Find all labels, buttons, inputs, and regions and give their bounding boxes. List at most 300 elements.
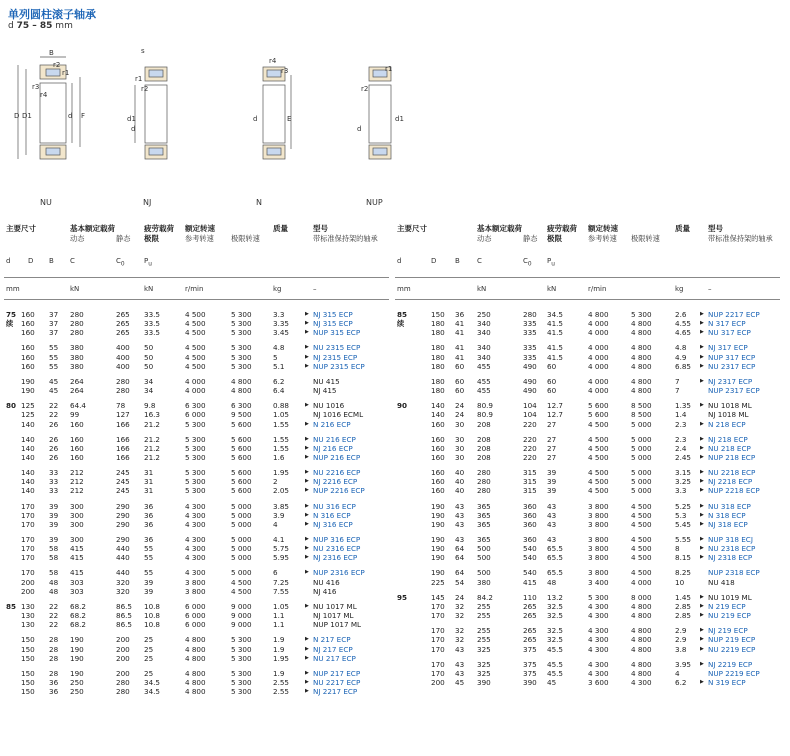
arrow-icon: ▶ <box>305 545 309 552</box>
cell-D: 190 <box>431 553 445 563</box>
cell-D: 200 <box>21 577 35 587</box>
cell-ref: 3 800 <box>588 519 609 529</box>
cell-B: 36 <box>49 677 59 687</box>
sym-Pu-sub: u <box>551 261 555 268</box>
table-row <box>4 487 389 496</box>
designation-link: NU 1019 ML <box>708 592 752 602</box>
cell-m: 3.3 <box>273 310 285 319</box>
designation-link[interactable]: NU 219 ECP <box>708 611 751 621</box>
cell-Pu: 36 <box>144 510 154 520</box>
designation-link[interactable]: N 216 ECP <box>313 419 351 429</box>
cell-D: 150 <box>21 677 35 687</box>
designation-link[interactable]: NU 218 ECP <box>708 443 751 453</box>
cell-ref: 4 800 <box>185 653 206 663</box>
header-static: 静态 <box>116 234 131 243</box>
cell-m: 1.05 <box>273 410 290 420</box>
cell-C: 303 <box>70 586 84 596</box>
cell-lim: 9 500 <box>231 410 252 420</box>
cell-B: 58 <box>49 568 59 578</box>
dim-label: D1 <box>22 112 32 120</box>
cell-m: 1.6 <box>273 452 285 462</box>
cell-m: 1.9 <box>273 644 285 654</box>
cell-m: 5.25 <box>675 501 692 511</box>
cell-C0: 265 <box>116 319 130 329</box>
designation-link[interactable]: NU 2217 ECP <box>313 677 361 687</box>
designation-link[interactable]: NJ 2218 ECP <box>708 477 753 487</box>
designation-link: NU 1018 ML <box>708 401 752 411</box>
cell-lim: 5 600 <box>231 434 252 444</box>
cell-Pu: 65.5 <box>547 553 564 563</box>
table-row <box>395 487 780 496</box>
cell-Pu: 21.2 <box>144 452 161 462</box>
cell-ref: 5 600 <box>588 410 609 420</box>
designation-link[interactable]: NUP 2315 ECP <box>313 361 365 371</box>
cell-m: 1.4 <box>675 410 687 420</box>
cell-ref: 4 300 <box>185 535 206 544</box>
cell-C0: 360 <box>523 535 537 544</box>
arrow-icon: ▶ <box>700 520 704 527</box>
table-row <box>4 421 389 430</box>
designation-link[interactable]: NUP 2216 ECP <box>313 486 365 496</box>
cell-B: 48 <box>49 577 59 587</box>
cell-m: 4 <box>675 668 680 678</box>
table-row <box>395 636 780 645</box>
designation-link[interactable]: NU 317 ECP <box>708 328 751 338</box>
designation-link[interactable]: NU 2318 ECP <box>708 544 756 554</box>
cell-D: 140 <box>21 477 35 487</box>
cell-Pu: 27 <box>547 419 557 429</box>
designation-link: NU 1016 <box>313 401 345 411</box>
cell-lim: 8 500 <box>631 401 652 411</box>
cell-C0: 360 <box>523 501 537 511</box>
cell-D: 170 <box>431 635 445 645</box>
cell-C: 280 <box>477 468 491 478</box>
cell-d: 90 <box>397 401 408 411</box>
cell-ref: 4 000 <box>588 328 609 338</box>
arrow-icon: ▶ <box>700 469 704 476</box>
cell-Pu: 32.5 <box>547 626 564 636</box>
cell-ref: 3 800 <box>588 501 609 511</box>
cell-C: 212 <box>70 477 84 487</box>
cell-ref: 4 500 <box>185 352 206 362</box>
cell-B: 33 <box>49 468 59 478</box>
cell-C: 325 <box>477 668 491 678</box>
cell-lim: 5 300 <box>231 635 252 645</box>
dim-label: B <box>49 49 54 57</box>
cell-Pu: 43 <box>547 510 557 520</box>
table-row <box>4 636 389 645</box>
arrow-icon: ▶ <box>305 320 309 327</box>
designation-link[interactable]: NJ 2317 ECP <box>708 376 753 386</box>
arrow-icon: ▶ <box>305 311 309 317</box>
cell-C0: 335 <box>523 319 537 329</box>
cell-m: 1.45 <box>675 592 692 602</box>
subtitle <box>8 21 73 31</box>
sym-Pu <box>144 258 152 268</box>
designation-link[interactable]: NJ 217 ECP <box>313 644 353 654</box>
cell-m: 6.2 <box>273 376 285 386</box>
cell-m: 2.45 <box>675 452 692 462</box>
designation-link[interactable]: NUP 2218 ECP <box>708 486 760 496</box>
cell-B: 45 <box>455 677 465 687</box>
cell-D: 140 <box>431 410 445 420</box>
dim-label: d <box>68 112 73 120</box>
designation-link[interactable]: NUP 315 ECP <box>313 328 361 338</box>
table-row <box>4 688 389 697</box>
cell-D: 170 <box>431 626 445 636</box>
dim-label: E <box>287 115 292 123</box>
cell-C: 340 <box>477 352 491 362</box>
arrow-icon: ▶ <box>700 311 704 317</box>
cell-B: 24 <box>455 592 465 602</box>
designation-link[interactable]: NU 2315 ECP <box>313 343 361 353</box>
cell-m: 1.9 <box>273 635 285 645</box>
cell-ref: 4 000 <box>185 376 206 386</box>
cell-C: 208 <box>477 443 491 453</box>
cell-B: 54 <box>455 577 465 587</box>
arrow-icon: ▶ <box>700 660 704 667</box>
cell-C: 340 <box>477 343 491 353</box>
cell-D: 180 <box>431 319 445 329</box>
cell-ref: 6 000 <box>185 410 206 420</box>
cell-C0: 490 <box>523 376 537 386</box>
cell-B: 36 <box>49 687 59 697</box>
cell-D: 200 <box>21 586 35 596</box>
designation-link[interactable]: NJ 2316 ECP <box>313 553 358 563</box>
cell-B: 37 <box>49 319 59 329</box>
cell-ref: 5 300 <box>185 486 206 496</box>
cell-lim: 4 800 <box>631 343 652 353</box>
cell-C0: 280 <box>116 376 130 386</box>
dim-label: d <box>253 115 258 123</box>
cell-C: 250 <box>70 687 84 697</box>
cell-C0: 335 <box>523 328 537 338</box>
cell-Pu: 55 <box>144 568 154 578</box>
designation-link[interactable]: NUP 218 ECP <box>708 452 756 462</box>
cell-m: 8 <box>675 544 680 554</box>
cell-C0: 280 <box>116 386 130 396</box>
designation-link[interactable]: NJ 318 ECP <box>708 519 748 529</box>
arrow-icon: ▶ <box>700 478 704 485</box>
cell-m: 3.8 <box>675 644 687 654</box>
cell-Pu: 12.7 <box>547 410 564 420</box>
arrow-icon: ▶ <box>305 469 309 476</box>
cell-lim: 4 800 <box>631 386 652 396</box>
cell-Pu: 50 <box>144 352 154 362</box>
header-limit-speed: 极限转速 <box>231 234 260 243</box>
cell-D: 160 <box>431 468 445 478</box>
cell-C0: 127 <box>116 410 130 420</box>
arrow-icon: ▶ <box>700 678 704 685</box>
designation-link[interactable]: NU 316 ECP <box>313 501 356 511</box>
designation-link[interactable]: NUP 2316 ECP <box>313 568 365 578</box>
cell-C0: 490 <box>523 386 537 396</box>
designation-link[interactable]: NJ 2216 ECP <box>313 477 358 487</box>
cell-C0: 315 <box>523 477 537 487</box>
designation-link[interactable]: N 217 ECP <box>313 635 351 645</box>
table-row <box>395 521 780 530</box>
header-mass: 质量 <box>273 224 288 233</box>
designation-link[interactable]: NUP 316 ECP <box>313 535 361 544</box>
cell-C: 300 <box>70 510 84 520</box>
cell-C0: 540 <box>523 553 537 563</box>
cell-lim: 5 000 <box>631 419 652 429</box>
cell-Pu: 60 <box>547 386 557 396</box>
sym-Pu-base: P <box>144 257 149 265</box>
subtitle-range: 75 – 85 <box>16 21 53 31</box>
arrow-icon: ▶ <box>700 344 704 351</box>
cell-B: 30 <box>455 452 465 462</box>
cell-ref: 4 500 <box>185 361 206 371</box>
cell-C: 455 <box>477 376 491 386</box>
cell-B: 43 <box>455 501 465 511</box>
designation-link[interactable]: N 318 ECP <box>708 510 746 520</box>
designation-link[interactable]: NJ 2217 ECP <box>313 687 358 697</box>
cell-lim: 9 000 <box>231 601 252 611</box>
cell-C0: 315 <box>523 486 537 496</box>
cell-m: 3.35 <box>273 319 290 329</box>
cell-m: 4.8 <box>675 343 687 353</box>
designation-link[interactable]: NJ 216 ECP <box>313 443 353 453</box>
divider <box>4 299 389 300</box>
cell-ref: 5 300 <box>185 468 206 478</box>
cell-Pu: 21.2 <box>144 434 161 444</box>
cell-Pu: 39 <box>547 477 557 487</box>
sym-C0-sub: 0 <box>527 261 532 268</box>
designation-link[interactable]: NJ 317 ECP <box>708 343 748 353</box>
cell-m: 4.8 <box>273 343 285 353</box>
designation-link[interactable]: NUP 219 ECP <box>708 635 756 645</box>
cell-lim: 4 800 <box>631 635 652 645</box>
cell-m: 3.85 <box>273 501 290 511</box>
cell-Pu: 33.5 <box>144 328 161 338</box>
cell-D: 160 <box>21 352 35 362</box>
header-ref-speed: 参考转速 <box>185 234 214 243</box>
designation-link[interactable]: NJ 316 ECP <box>313 519 353 529</box>
cell-ref: 4 800 <box>588 310 609 319</box>
designation-link[interactable]: NUP 318 ECJ <box>708 535 753 544</box>
table-row <box>395 387 780 396</box>
arrow-icon: ▶ <box>305 688 309 695</box>
dim-label: r2 <box>53 61 61 69</box>
cell-m: 4.55 <box>675 319 692 329</box>
cell-d: 95 <box>397 592 408 602</box>
designation-link[interactable]: NJ 219 ECP <box>708 626 748 636</box>
cell-C: 84.2 <box>477 592 494 602</box>
designation-link[interactable]: NUP 317 ECP <box>708 352 756 362</box>
designation-link[interactable]: NUP 2317 ECP <box>708 386 760 396</box>
cell-C: 280 <box>70 310 84 319</box>
designation-link[interactable]: NJ 2219 ECP <box>708 659 753 669</box>
arrow-icon: ▶ <box>305 669 309 676</box>
designation-link[interactable]: N 218 ECP <box>708 419 746 429</box>
cell-lim: 5 000 <box>631 434 652 444</box>
designation-link[interactable]: NUP 216 ECP <box>313 452 361 462</box>
designation-link[interactable]: N 319 ECP <box>708 677 746 687</box>
cell-B: 39 <box>49 501 59 511</box>
arrow-icon: ▶ <box>305 636 309 643</box>
cell-C: 325 <box>477 659 491 669</box>
cell-Pu: 41.5 <box>547 328 564 338</box>
cell-B: 55 <box>49 361 59 371</box>
sym-d: d <box>397 257 402 265</box>
arrow-icon: ▶ <box>305 487 309 494</box>
cell-lim: 5 000 <box>231 535 252 544</box>
cell-C: 80.9 <box>477 410 494 420</box>
designation-link[interactable]: NJ 2318 ECP <box>708 553 753 563</box>
cell-B: 41 <box>455 328 465 338</box>
cell-m: 4.65 <box>675 328 692 338</box>
cell-lim: 5 000 <box>231 544 252 554</box>
designation-link[interactable]: NU 216 ECP <box>313 434 356 444</box>
cell-lim: 6 300 <box>231 401 252 411</box>
cell-C: 280 <box>477 486 491 496</box>
cell-Pu: 55 <box>144 553 154 563</box>
cell-Pu: 10.8 <box>144 620 161 630</box>
arrow-icon: ▶ <box>305 602 309 609</box>
cell-lim: 5 300 <box>231 343 252 353</box>
cell-C0: 220 <box>523 434 537 444</box>
cell-Pu: 25 <box>144 653 154 663</box>
cell-D: 190 <box>431 501 445 511</box>
cell-Pu: 55 <box>144 544 154 554</box>
designation-link[interactable]: NUP 2217 ECP <box>708 310 760 319</box>
cell-Pu: 21.2 <box>144 443 161 453</box>
cell-Pu: 45.5 <box>547 644 564 654</box>
cell-lim: 5 300 <box>231 361 252 371</box>
header-load-ratings: 基本额定载荷 <box>70 224 115 233</box>
designation-link[interactable]: NUP 2318 ECP <box>708 568 760 578</box>
cell-m: 2.55 <box>273 677 290 687</box>
cell-d: 85 <box>6 601 17 611</box>
cell-C: 190 <box>70 668 84 678</box>
arrow-icon: ▶ <box>305 520 309 527</box>
cell-m: 4.9 <box>675 352 687 362</box>
designation-link[interactable]: NUP 2219 ECP <box>708 668 760 678</box>
cell-ref: 5 300 <box>185 477 206 487</box>
cell-B: 32 <box>455 601 465 611</box>
cell-lim: 5 600 <box>231 468 252 478</box>
cell-m: 1.55 <box>273 419 290 429</box>
cell-B: 43 <box>455 535 465 544</box>
designation-link[interactable]: N 317 ECP <box>708 319 746 329</box>
cell-C: 68.2 <box>70 601 87 611</box>
designation-link[interactable]: NU 2317 ECP <box>708 361 756 371</box>
cell-m: 3.45 <box>273 328 290 338</box>
cell-m: 1.1 <box>273 611 285 621</box>
cell-m: 4 <box>273 519 278 529</box>
arrow-icon: ▶ <box>305 654 309 661</box>
designation-link[interactable]: NU 2218 ECP <box>708 468 756 478</box>
cell-lim: 4 000 <box>631 577 652 587</box>
cell-ref: 4 300 <box>588 635 609 645</box>
cell-B: 22 <box>49 620 59 630</box>
cell-D: 190 <box>431 568 445 578</box>
arrow-icon: ▶ <box>700 329 704 336</box>
cell-ref: 4 000 <box>588 376 609 386</box>
table-row <box>395 679 780 688</box>
unit-kN: kN <box>70 285 80 293</box>
dim-label: r4 <box>40 91 48 99</box>
cell-Pu: 34 <box>144 386 154 396</box>
cell-D: 170 <box>431 601 445 611</box>
designation-link[interactable]: N 316 ECP <box>313 510 351 520</box>
cell-lim: 4 300 <box>631 677 652 687</box>
cell-B: 22 <box>49 410 59 420</box>
cell-B: 30 <box>455 419 465 429</box>
cell-ref: 4 300 <box>588 601 609 611</box>
designation-link[interactable]: NU 318 ECP <box>708 501 751 511</box>
cell-D: 180 <box>431 361 445 371</box>
dim-label: r1 <box>385 65 393 73</box>
cell-ref: 3 800 <box>185 586 206 596</box>
cell-B: 55 <box>49 352 59 362</box>
dim-label: F <box>81 112 86 120</box>
cell-C: 380 <box>477 577 491 587</box>
designation-link[interactable]: NJ 315 ECP <box>313 319 353 329</box>
cell-C: 250 <box>477 310 491 319</box>
cell-m: 7 <box>675 386 680 396</box>
cell-D: 190 <box>431 510 445 520</box>
unit-kg: kg <box>273 285 282 293</box>
cell-D: 190 <box>21 376 35 386</box>
cell-B: 32 <box>455 635 465 645</box>
cell-C0: 265 <box>523 635 537 645</box>
cell-lim: 5 000 <box>631 477 652 487</box>
table-row <box>395 363 780 372</box>
unit-rpm: r/min <box>588 285 607 293</box>
designation-link[interactable]: NUP 217 ECP <box>313 668 361 678</box>
designation-link[interactable]: NU 2316 ECP <box>313 544 361 554</box>
cell-C: 280 <box>70 328 84 338</box>
cell-B: 24 <box>455 401 465 411</box>
designation-link[interactable]: NJ 2315 ECP <box>313 352 358 362</box>
cell-D: 130 <box>21 611 35 621</box>
cell-B: 41 <box>455 343 465 353</box>
bearing-diagram-nu <box>10 45 90 175</box>
sym-C0 <box>116 258 125 268</box>
cell-m: 1.1 <box>273 620 285 630</box>
cell-lim: 5 000 <box>231 553 252 563</box>
cell-B: 40 <box>455 486 465 496</box>
designation-link[interactable]: N 219 ECP <box>708 601 746 611</box>
designation-link[interactable]: NJ 218 ECP <box>708 434 748 444</box>
cell-m: 5.1 <box>273 361 285 371</box>
designation-link[interactable]: NU 217 ECP <box>313 653 356 663</box>
cell-lim: 5 600 <box>231 452 252 462</box>
cell-ref: 4 500 <box>185 328 206 338</box>
dim-label: r1 <box>62 69 70 77</box>
cell-lim: 4 800 <box>631 626 652 636</box>
cell-Pu: 33.5 <box>144 310 161 319</box>
cell-Pu: 39 <box>547 468 557 478</box>
cell-m: 3.25 <box>675 477 692 487</box>
arrow-icon: ▶ <box>305 678 309 685</box>
arrow-icon: ▶ <box>305 344 309 351</box>
cell-lim: 5 000 <box>631 452 652 462</box>
cell-B: 24 <box>455 410 465 420</box>
designation-link[interactable]: NJ 315 ECP <box>313 310 353 319</box>
cell-B: 48 <box>49 586 59 596</box>
cell-ref: 4 500 <box>588 486 609 496</box>
designation-link[interactable]: NU 2216 ECP <box>313 468 361 478</box>
designation-link[interactable]: NU 2219 ECP <box>708 644 756 654</box>
bearing-diagram-n <box>245 45 305 175</box>
cell-ref: 4 500 <box>185 319 206 329</box>
cell-m: 3.15 <box>675 468 692 478</box>
cell-D: 170 <box>21 553 35 563</box>
cell-Pu: 33.5 <box>144 319 161 329</box>
